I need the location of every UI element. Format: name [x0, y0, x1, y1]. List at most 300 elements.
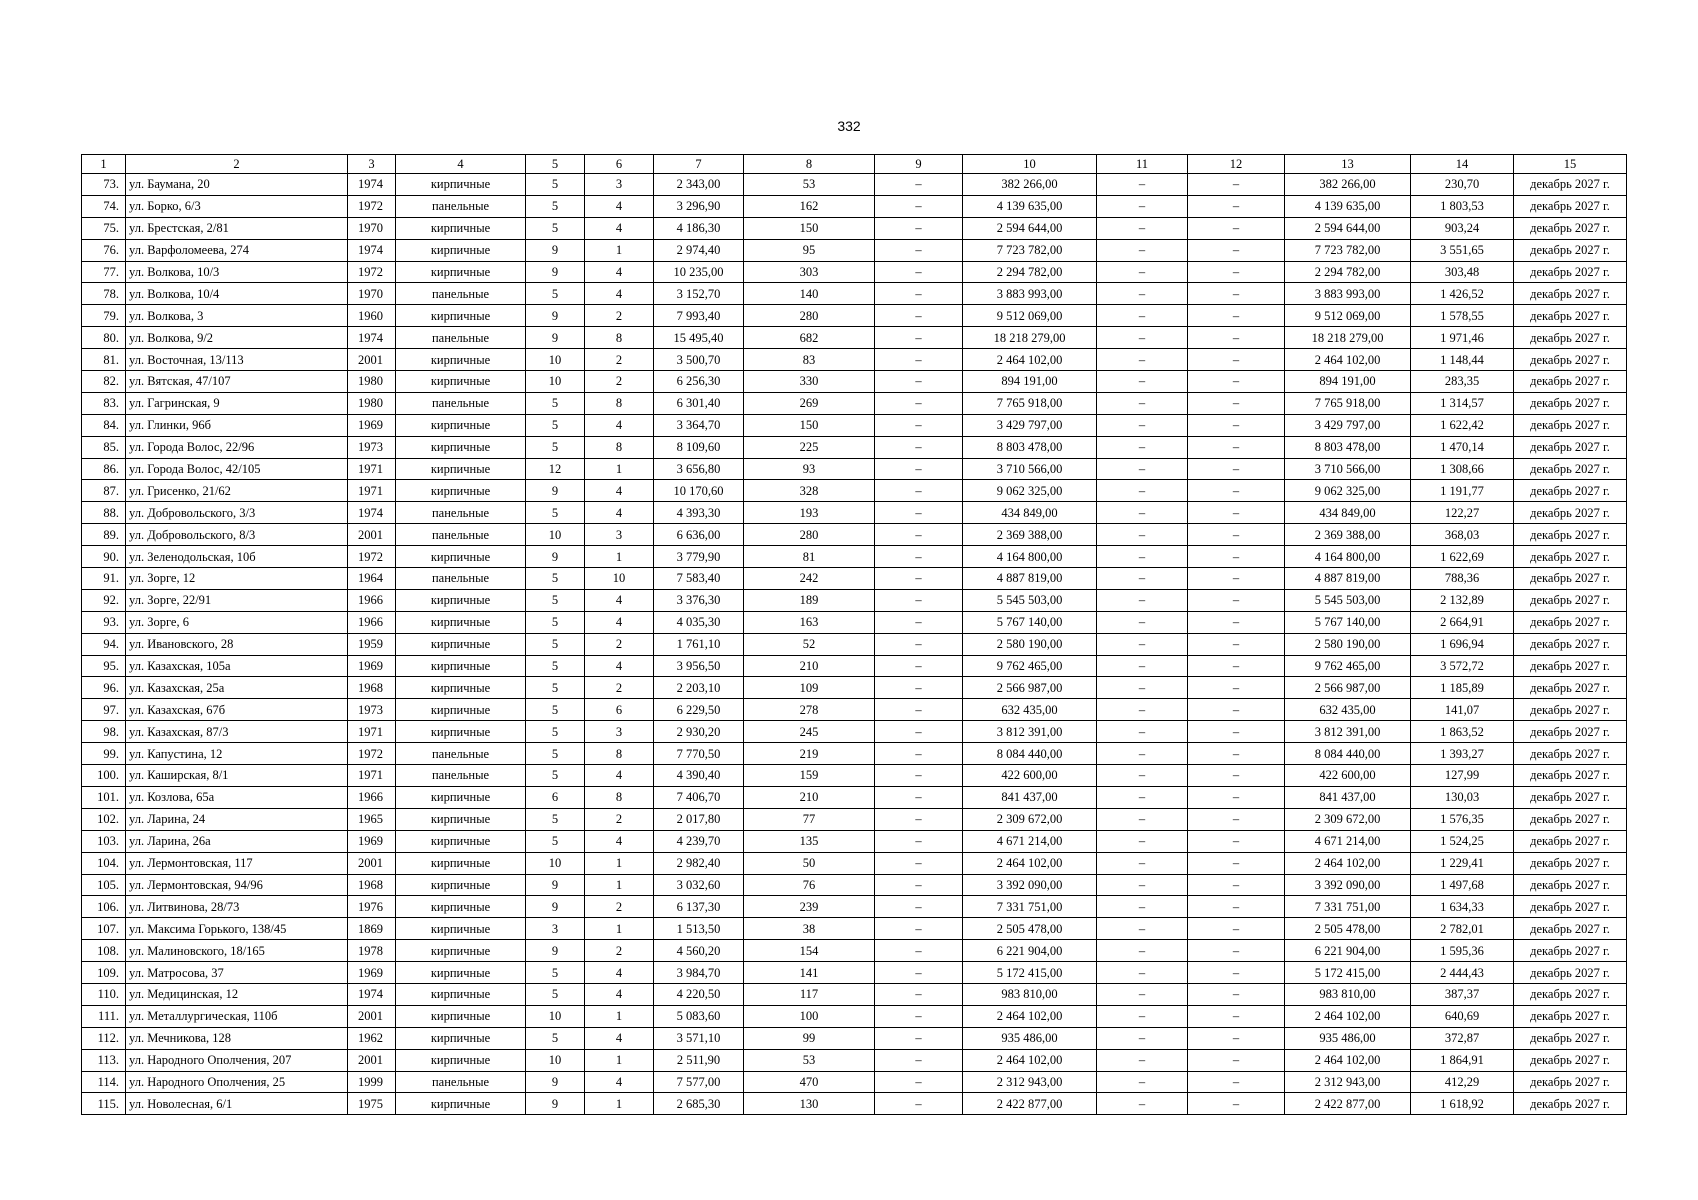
table-cell: кирпичные: [396, 414, 526, 436]
table-cell: 108.: [82, 940, 126, 962]
table-cell: –: [1097, 633, 1188, 655]
table-cell: 2 203,10: [654, 677, 744, 699]
table-cell: ул. Ларина, 24: [126, 808, 348, 830]
table-cell: –: [1097, 1049, 1188, 1071]
table-cell: –: [875, 524, 963, 546]
table-cell: 85.: [82, 436, 126, 458]
table-cell: кирпичные: [396, 983, 526, 1005]
table-row: [82, 436, 1627, 458]
column-number-cell: 9: [875, 155, 963, 174]
table-cell: ул. Добровольского, 3/3: [126, 502, 348, 524]
table-cell: ул. Каширская, 8/1: [126, 765, 348, 787]
table-cell: –: [1188, 305, 1285, 327]
table-cell: 110.: [82, 983, 126, 1005]
table-cell: 2 369 388,00: [963, 524, 1097, 546]
table-cell: –: [1097, 611, 1188, 633]
table-cell: –: [875, 940, 963, 962]
table-cell: 640,69: [1411, 1005, 1514, 1027]
table-cell: ул. Новолесная, 6/1: [126, 1093, 348, 1115]
table-cell: 3 392 090,00: [1285, 874, 1411, 896]
table-cell: ул. Грисенко, 21/62: [126, 480, 348, 502]
table-cell: 422 600,00: [963, 765, 1097, 787]
table-cell: декабрь 2027 г.: [1514, 918, 1627, 940]
table-cell: 8 803 478,00: [963, 436, 1097, 458]
table-cell: 3 812 391,00: [963, 721, 1097, 743]
table-cell: 1: [585, 1005, 654, 1027]
table-cell: 4: [585, 1071, 654, 1093]
table-cell: 5 172 415,00: [963, 962, 1097, 984]
table-cell: –: [875, 568, 963, 590]
table-cell: кирпичные: [396, 1093, 526, 1115]
table-cell: –: [875, 458, 963, 480]
table-row: [82, 1049, 1627, 1071]
table-cell: 5: [526, 699, 585, 721]
table-cell: –: [875, 896, 963, 918]
table-cell: 95.: [82, 655, 126, 677]
table-row: [82, 830, 1627, 852]
table-cell: декабрь 2027 г.: [1514, 349, 1627, 371]
table-cell: 4 887 819,00: [1285, 568, 1411, 590]
table-cell: –: [1097, 414, 1188, 436]
table-cell: 4 671 214,00: [963, 830, 1097, 852]
table-cell: 81.: [82, 349, 126, 371]
table-cell: 50: [744, 852, 875, 874]
table-row: [82, 568, 1627, 590]
table-cell: 52: [744, 633, 875, 655]
table-cell: 2 422 877,00: [1285, 1093, 1411, 1115]
table-cell: –: [875, 239, 963, 261]
table-cell: –: [1188, 239, 1285, 261]
table-cell: 5: [526, 765, 585, 787]
table-cell: ул. Зорге, 6: [126, 611, 348, 633]
table-cell: –: [1097, 371, 1188, 393]
table-cell: ул. Казахская, 67б: [126, 699, 348, 721]
table-cell: декабрь 2027 г.: [1514, 1093, 1627, 1115]
table-cell: 189: [744, 589, 875, 611]
table-cell: кирпичные: [396, 808, 526, 830]
table-cell: 5: [526, 962, 585, 984]
table-cell: 9: [526, 305, 585, 327]
table-cell: 2: [585, 808, 654, 830]
table-cell: 1 595,36: [1411, 940, 1514, 962]
table-cell: 2 309 672,00: [963, 808, 1097, 830]
table-cell: 4: [585, 502, 654, 524]
table-cell: 1 524,25: [1411, 830, 1514, 852]
table-cell: 1959: [348, 633, 396, 655]
table-cell: 1 864,91: [1411, 1049, 1514, 1071]
table-cell: 1970: [348, 283, 396, 305]
table-cell: 7 770,50: [654, 743, 744, 765]
table-cell: –: [875, 436, 963, 458]
table-cell: –: [875, 918, 963, 940]
table-row: [82, 371, 1627, 393]
table-cell: –: [875, 546, 963, 568]
table-cell: –: [1188, 699, 1285, 721]
table-cell: 4 393,30: [654, 502, 744, 524]
table-cell: 3 551,65: [1411, 239, 1514, 261]
table-cell: 1975: [348, 1093, 396, 1115]
table-cell: 372,87: [1411, 1027, 1514, 1049]
table-cell: 4: [585, 830, 654, 852]
table-cell: –: [875, 480, 963, 502]
table-cell: 1974: [348, 327, 396, 349]
table-cell: 4 560,20: [654, 940, 744, 962]
table-cell: 7 331 751,00: [963, 896, 1097, 918]
table-row: [82, 699, 1627, 721]
table-cell: 1962: [348, 1027, 396, 1049]
table-cell: 9: [526, 546, 585, 568]
table-cell: кирпичные: [396, 305, 526, 327]
table-cell: –: [875, 765, 963, 787]
table-cell: 632 435,00: [1285, 699, 1411, 721]
table-cell: кирпичные: [396, 896, 526, 918]
table-cell: 2 685,30: [654, 1093, 744, 1115]
table-cell: 1 426,52: [1411, 283, 1514, 305]
table-cell: 12: [526, 458, 585, 480]
table-cell: декабрь 2027 г.: [1514, 327, 1627, 349]
table-cell: декабрь 2027 г.: [1514, 611, 1627, 633]
table-cell: 9: [526, 327, 585, 349]
table-cell: –: [875, 611, 963, 633]
table-cell: 106.: [82, 896, 126, 918]
table-cell: 2: [585, 305, 654, 327]
table-cell: –: [875, 371, 963, 393]
table-cell: –: [1188, 524, 1285, 546]
table-cell: 894 191,00: [1285, 371, 1411, 393]
table-cell: 1: [585, 852, 654, 874]
column-number-cell: 8: [744, 155, 875, 174]
table-cell: 1: [585, 918, 654, 940]
table-cell: 5: [526, 283, 585, 305]
table-cell: 1 622,42: [1411, 414, 1514, 436]
table-cell: 4 164 800,00: [963, 546, 1097, 568]
table-cell: 8 803 478,00: [1285, 436, 1411, 458]
table-cell: 2 422 877,00: [963, 1093, 1097, 1115]
table-cell: 5: [526, 502, 585, 524]
table-row: [82, 611, 1627, 633]
table-cell: декабрь 2027 г.: [1514, 174, 1627, 196]
table-cell: –: [1188, 349, 1285, 371]
table-cell: декабрь 2027 г.: [1514, 239, 1627, 261]
table-cell: –: [1188, 633, 1285, 655]
table-cell: 841 437,00: [963, 786, 1097, 808]
table-cell: –: [1097, 589, 1188, 611]
table-cell: 130: [744, 1093, 875, 1115]
table-cell: 1974: [348, 174, 396, 196]
table-cell: 6 221 904,00: [963, 940, 1097, 962]
table-cell: –: [1097, 808, 1188, 830]
table-cell: 5 172 415,00: [1285, 962, 1411, 984]
table-cell: 2001: [348, 1049, 396, 1071]
table-cell: 245: [744, 721, 875, 743]
table-cell: –: [1188, 283, 1285, 305]
table-cell: 3 376,30: [654, 589, 744, 611]
column-number-cell: 12: [1188, 155, 1285, 174]
table-cell: –: [1188, 896, 1285, 918]
table-cell: 18 218 279,00: [1285, 327, 1411, 349]
table-cell: кирпичные: [396, 480, 526, 502]
table-cell: ул. Медицинская, 12: [126, 983, 348, 1005]
table-cell: ул. Города Волос, 22/96: [126, 436, 348, 458]
table-cell: 109: [744, 677, 875, 699]
table-cell: декабрь 2027 г.: [1514, 568, 1627, 590]
table-cell: –: [1097, 918, 1188, 940]
table-cell: –: [1097, 195, 1188, 217]
table-cell: 3 710 566,00: [1285, 458, 1411, 480]
table-cell: кирпичные: [396, 677, 526, 699]
table-cell: 6: [526, 786, 585, 808]
table-cell: 269: [744, 392, 875, 414]
table-cell: 1: [585, 1093, 654, 1115]
table-cell: 242: [744, 568, 875, 590]
table-cell: 2 594 644,00: [1285, 217, 1411, 239]
table-cell: 1969: [348, 830, 396, 852]
table-cell: ул. Максима Горького, 138/45: [126, 918, 348, 940]
table-cell: 94.: [82, 633, 126, 655]
table-cell: 159: [744, 765, 875, 787]
table-cell: 3: [526, 918, 585, 940]
table-cell: 1971: [348, 721, 396, 743]
table-cell: декабрь 2027 г.: [1514, 852, 1627, 874]
table-row: [82, 765, 1627, 787]
table-cell: 5: [526, 217, 585, 239]
table-cell: 4: [585, 962, 654, 984]
table-cell: 6: [585, 699, 654, 721]
table-cell: 4: [585, 261, 654, 283]
table-cell: 1 634,33: [1411, 896, 1514, 918]
table-cell: 7 583,40: [654, 568, 744, 590]
table-cell: 8: [585, 436, 654, 458]
table-cell: декабрь 2027 г.: [1514, 305, 1627, 327]
table-cell: 1968: [348, 677, 396, 699]
table-cell: декабрь 2027 г.: [1514, 962, 1627, 984]
table-cell: 1 470,14: [1411, 436, 1514, 458]
table-cell: панельные: [396, 392, 526, 414]
table-cell: 6 256,30: [654, 371, 744, 393]
table-cell: 230,70: [1411, 174, 1514, 196]
table-cell: –: [875, 1071, 963, 1093]
table-cell: 4 887 819,00: [963, 568, 1097, 590]
table-cell: –: [875, 699, 963, 721]
table-cell: 1970: [348, 217, 396, 239]
table-row: [82, 677, 1627, 699]
table-cell: 81: [744, 546, 875, 568]
table-cell: –: [1188, 174, 1285, 196]
table-cell: 6 301,40: [654, 392, 744, 414]
table-cell: –: [1097, 524, 1188, 546]
table-cell: кирпичные: [396, 962, 526, 984]
table-cell: 5: [526, 743, 585, 765]
table-cell: 101.: [82, 786, 126, 808]
table-cell: –: [875, 261, 963, 283]
table-cell: ул. Лермонтовская, 117: [126, 852, 348, 874]
table-cell: 3 883 993,00: [1285, 283, 1411, 305]
table-cell: –: [875, 589, 963, 611]
table-cell: 210: [744, 655, 875, 677]
column-number-cell: 14: [1411, 155, 1514, 174]
table-cell: 4: [585, 589, 654, 611]
table-cell: –: [1188, 743, 1285, 765]
table-cell: 303: [744, 261, 875, 283]
table-cell: 903,24: [1411, 217, 1514, 239]
table-cell: –: [1097, 830, 1188, 852]
table-cell: 434 849,00: [1285, 502, 1411, 524]
table-row: [82, 502, 1627, 524]
table-cell: 3 152,70: [654, 283, 744, 305]
table-cell: кирпичные: [396, 611, 526, 633]
table-cell: ул. Ивановского, 28: [126, 633, 348, 655]
table-cell: ул. Добровольского, 8/3: [126, 524, 348, 546]
table-cell: –: [1097, 721, 1188, 743]
table-row: [82, 786, 1627, 808]
column-number-cell: 7: [654, 155, 744, 174]
table-cell: 105.: [82, 874, 126, 896]
table-cell: 2 464 102,00: [1285, 349, 1411, 371]
table-cell: –: [1188, 1093, 1285, 1115]
table-cell: 114.: [82, 1071, 126, 1093]
table-cell: 3 956,50: [654, 655, 744, 677]
table-cell: 7 406,70: [654, 786, 744, 808]
table-cell: 2 566 987,00: [963, 677, 1097, 699]
column-number-cell: 15: [1514, 155, 1627, 174]
table-cell: 1969: [348, 655, 396, 677]
table-cell: –: [1097, 327, 1188, 349]
table-cell: –: [1097, 261, 1188, 283]
table-row: [82, 174, 1627, 196]
table-row: [82, 1093, 1627, 1115]
table-cell: 5: [526, 568, 585, 590]
table-cell: ул. Баумана, 20: [126, 174, 348, 196]
table-cell: 4: [585, 217, 654, 239]
table-cell: 90.: [82, 546, 126, 568]
table-cell: –: [1188, 1005, 1285, 1027]
table-cell: –: [875, 655, 963, 677]
table-cell: декабрь 2027 г.: [1514, 524, 1627, 546]
table-row: [82, 349, 1627, 371]
table-cell: 3 571,10: [654, 1027, 744, 1049]
table-cell: кирпичные: [396, 1005, 526, 1027]
table-cell: декабрь 2027 г.: [1514, 765, 1627, 787]
table-cell: 280: [744, 524, 875, 546]
table-cell: –: [875, 414, 963, 436]
table-cell: 3 779,90: [654, 546, 744, 568]
table-cell: 5: [526, 174, 585, 196]
table-cell: 1 148,44: [1411, 349, 1514, 371]
table-cell: 3 429 797,00: [1285, 414, 1411, 436]
table-cell: –: [1097, 1005, 1188, 1027]
table-row: [82, 983, 1627, 1005]
table-cell: 96.: [82, 677, 126, 699]
table-row: [82, 480, 1627, 502]
table-row: [82, 261, 1627, 283]
table-cell: панельные: [396, 765, 526, 787]
column-number-row: [82, 155, 1627, 174]
table-cell: 6 221 904,00: [1285, 940, 1411, 962]
column-number-cell: 11: [1097, 155, 1188, 174]
table-cell: 74.: [82, 195, 126, 217]
table-cell: кирпичные: [396, 436, 526, 458]
table-cell: –: [875, 721, 963, 743]
table-cell: 4 239,70: [654, 830, 744, 852]
table-row: [82, 655, 1627, 677]
table-cell: –: [1097, 1027, 1188, 1049]
table-cell: кирпичные: [396, 786, 526, 808]
table-cell: 111.: [82, 1005, 126, 1027]
table-cell: –: [1097, 743, 1188, 765]
table-cell: 100.: [82, 765, 126, 787]
table-cell: 1973: [348, 436, 396, 458]
table-row: [82, 283, 1627, 305]
table-cell: 983 810,00: [1285, 983, 1411, 1005]
table-cell: 4 139 635,00: [1285, 195, 1411, 217]
table-cell: 1 971,46: [1411, 327, 1514, 349]
table-row: [82, 1005, 1627, 1027]
table-cell: панельные: [396, 502, 526, 524]
table-cell: 2001: [348, 1005, 396, 1027]
table-cell: 5: [526, 655, 585, 677]
table-cell: 95: [744, 239, 875, 261]
table-cell: ул. Мечникова, 128: [126, 1027, 348, 1049]
table-cell: 38: [744, 918, 875, 940]
table-cell: 1 497,68: [1411, 874, 1514, 896]
table-cell: декабрь 2027 г.: [1514, 1071, 1627, 1093]
table-cell: 3 296,90: [654, 195, 744, 217]
table-cell: панельные: [396, 743, 526, 765]
table-cell: 2 017,80: [654, 808, 744, 830]
table-cell: 100: [744, 1005, 875, 1027]
table-cell: ул. Варфоломеева, 274: [126, 239, 348, 261]
table-cell: 2 930,20: [654, 721, 744, 743]
table-cell: 4: [585, 195, 654, 217]
table-cell: 8: [585, 786, 654, 808]
table-cell: 1999: [348, 1071, 396, 1093]
table-cell: 193: [744, 502, 875, 524]
table-cell: 2: [585, 677, 654, 699]
table-cell: 2001: [348, 524, 396, 546]
table-cell: 1 185,89: [1411, 677, 1514, 699]
table-cell: 983 810,00: [963, 983, 1097, 1005]
table-cell: 8 109,60: [654, 436, 744, 458]
column-number-cell: 13: [1285, 155, 1411, 174]
table-cell: 5 767 140,00: [963, 611, 1097, 633]
table-cell: 5: [526, 830, 585, 852]
table-cell: 3: [585, 721, 654, 743]
table-cell: –: [875, 633, 963, 655]
table-cell: 239: [744, 896, 875, 918]
table-cell: 5: [526, 392, 585, 414]
table-cell: 1 314,57: [1411, 392, 1514, 414]
table-cell: 330: [744, 371, 875, 393]
table-cell: 4: [585, 611, 654, 633]
column-number-cell: 3: [348, 155, 396, 174]
table-cell: 98.: [82, 721, 126, 743]
table-cell: –: [875, 983, 963, 1005]
table-cell: 117: [744, 983, 875, 1005]
table-cell: 3: [585, 174, 654, 196]
table-cell: 92.: [82, 589, 126, 611]
table-cell: 2 464 102,00: [963, 349, 1097, 371]
table-cell: 3 883 993,00: [963, 283, 1097, 305]
table-cell: 7 577,00: [654, 1071, 744, 1093]
table-cell: –: [875, 808, 963, 830]
table-cell: –: [875, 962, 963, 984]
table-cell: 9: [526, 1093, 585, 1115]
table-cell: 73.: [82, 174, 126, 196]
column-number-cell: 5: [526, 155, 585, 174]
table-cell: –: [1188, 1027, 1285, 1049]
table-cell: 1974: [348, 502, 396, 524]
table-cell: 5: [526, 677, 585, 699]
